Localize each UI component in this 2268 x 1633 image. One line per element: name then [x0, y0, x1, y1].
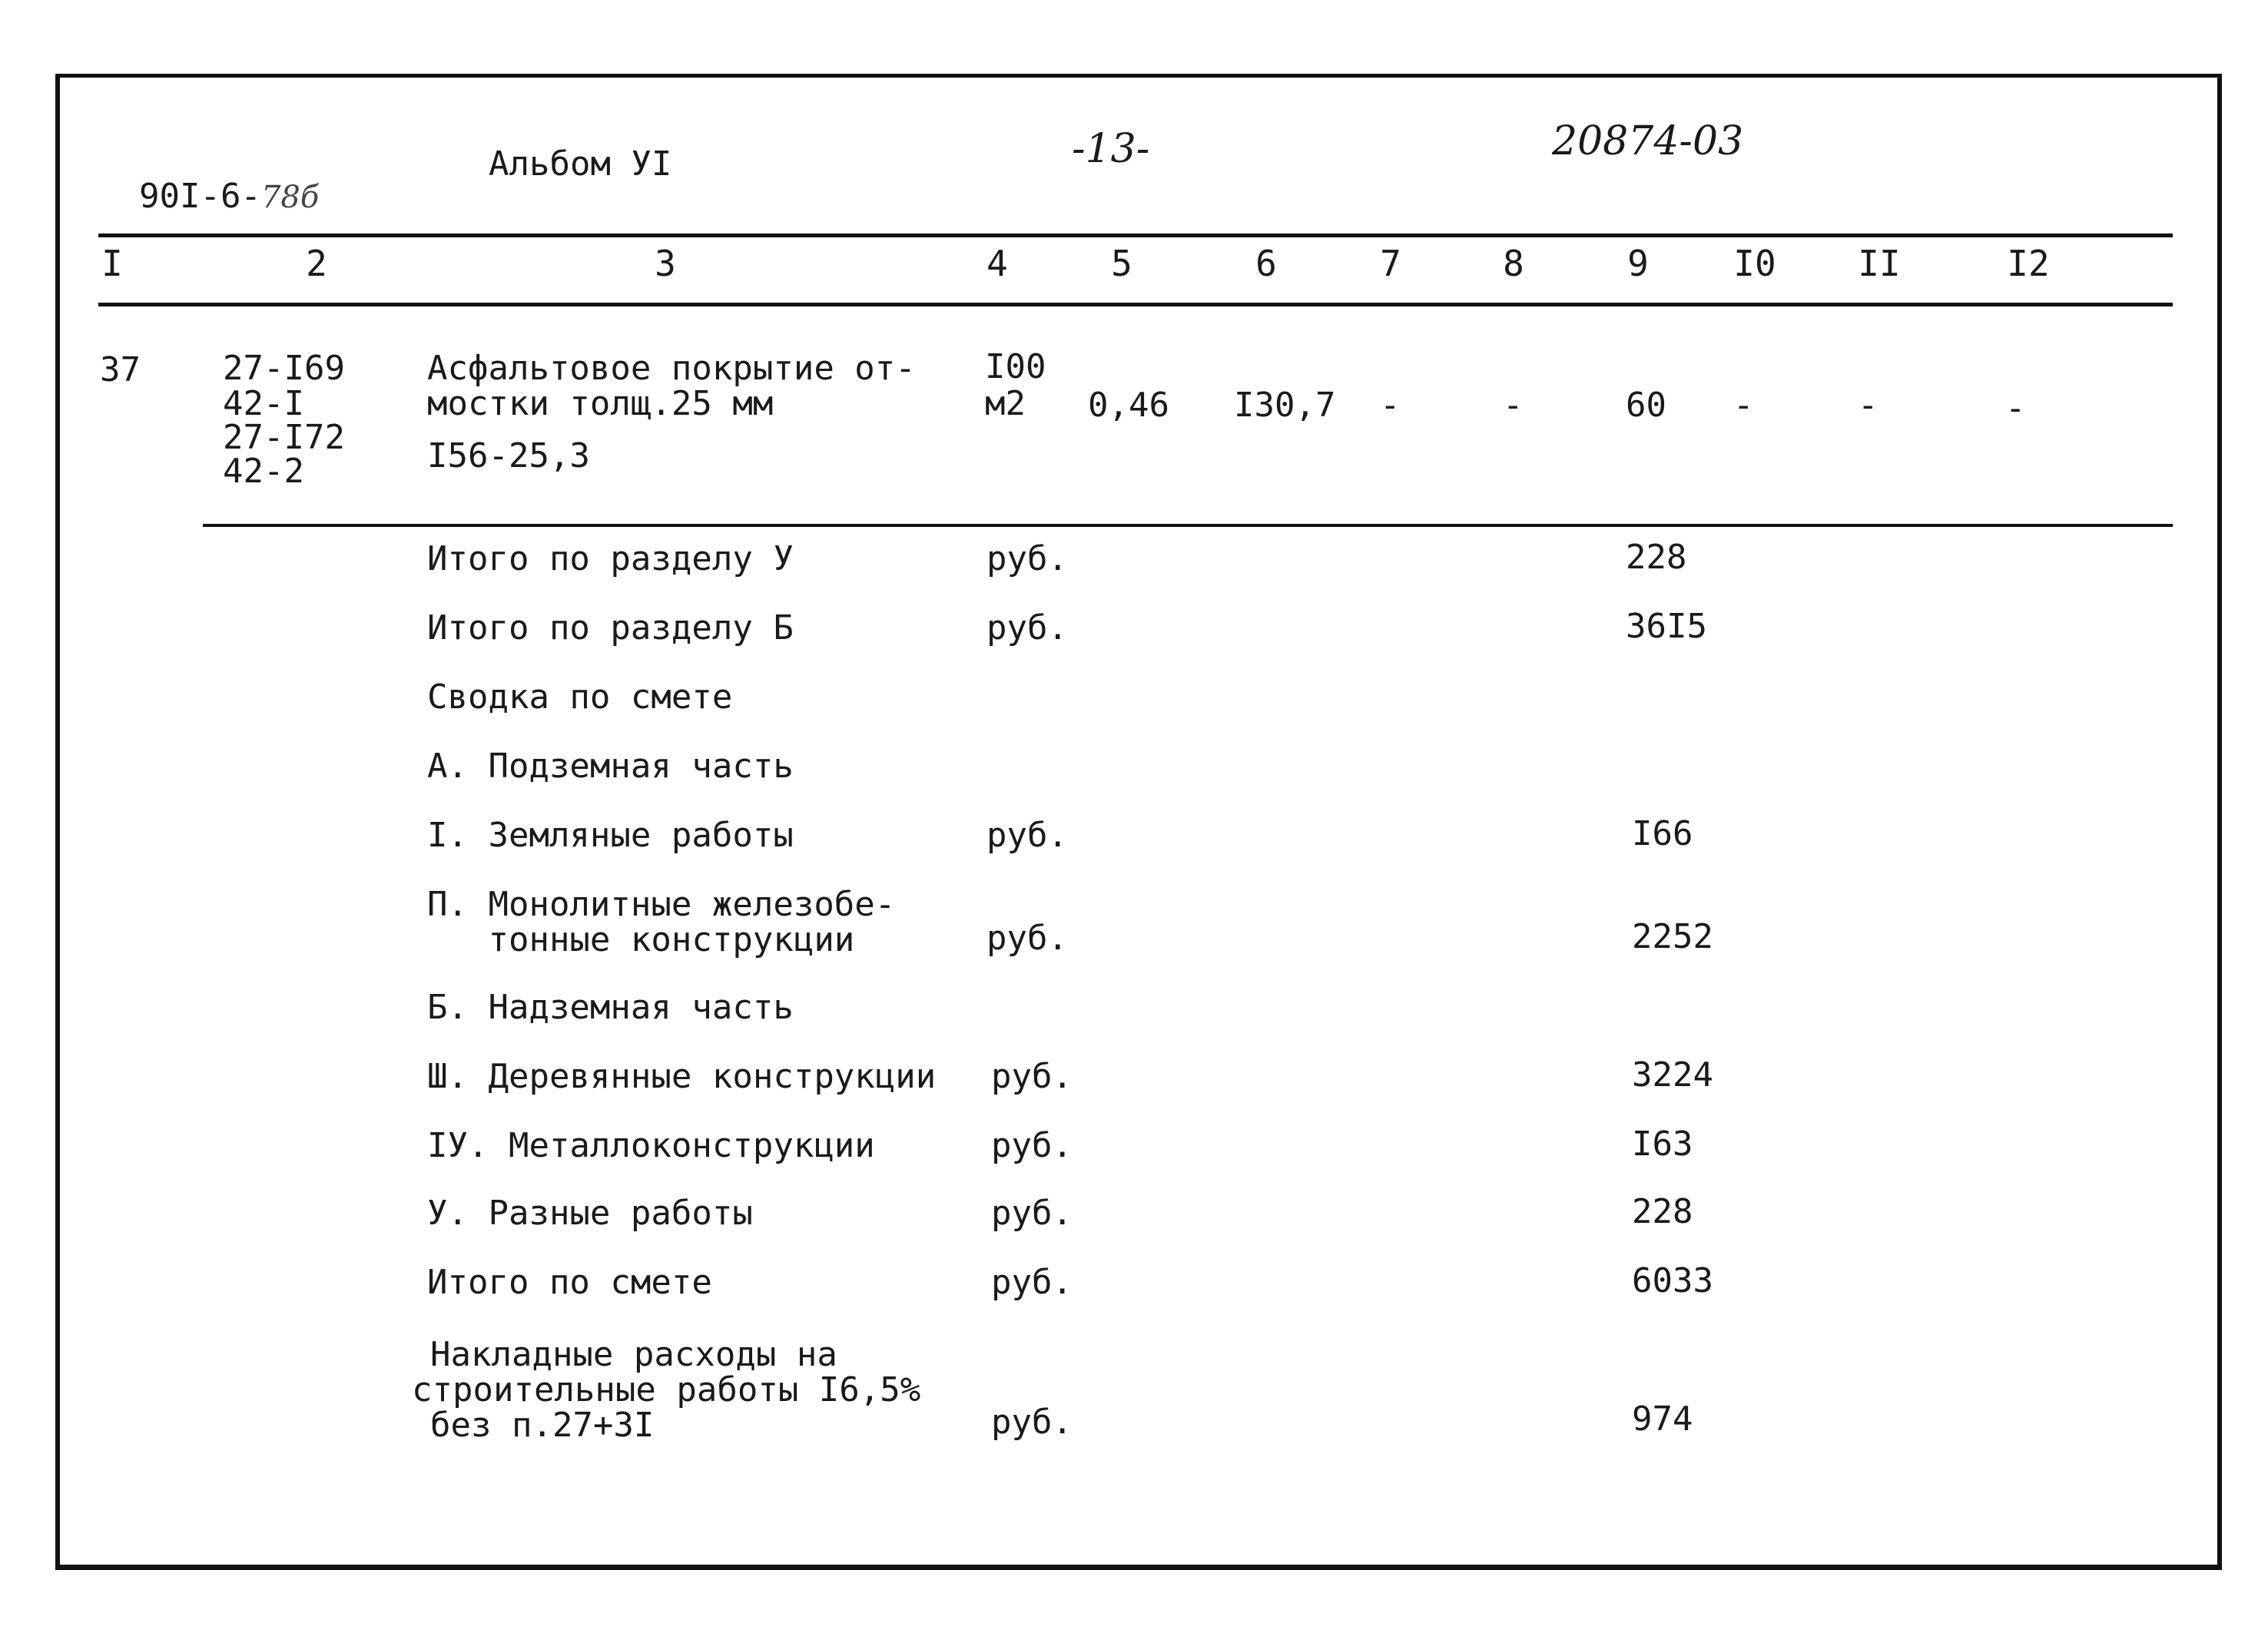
col-header-12: I2	[2007, 243, 2050, 284]
summary-unit: руб.	[986, 608, 1068, 648]
col-header-5: 5	[1111, 243, 1132, 284]
item-desc-line-1: Асфальтовое покрытие от-	[427, 349, 916, 388]
doc-code-handwritten: 78б	[260, 180, 320, 215]
summary-heading: Сводка по смете	[427, 677, 733, 717]
col-header-1: I	[101, 243, 123, 284]
summary-value: I66	[1632, 814, 1693, 853]
col-header-11: II	[1858, 243, 1901, 284]
summary-value: 3224	[1632, 1055, 1713, 1095]
overhead-line-1: Накладные расходы на	[430, 1335, 837, 1374]
overhead-line-2: строительные работы I6,5%	[412, 1370, 921, 1409]
col-header-6: 6	[1255, 243, 1277, 284]
col-header-9: 9	[1627, 243, 1649, 284]
summary-unit: руб.	[991, 1057, 1073, 1096]
summary-heading: Б. Надземная часть	[427, 988, 794, 1027]
summary-value: 228	[1626, 538, 1687, 577]
summary-heading: А. Подземная часть	[427, 747, 794, 786]
item-col6: I30,7	[1234, 386, 1336, 425]
overhead-value: 974	[1632, 1399, 1693, 1439]
item-desc-line-3: I56-25,3	[427, 436, 590, 475]
summary-value: I63	[1632, 1125, 1693, 1164]
item-unit-line-1: I00	[985, 347, 1046, 386]
item-unit-line-2: м2	[985, 384, 1026, 423]
col-header-8: 8	[1503, 243, 1524, 284]
item-col12: -	[2005, 389, 2026, 428]
item-bottom-rule	[203, 524, 2173, 527]
archive-number: 20874-03	[1552, 118, 1744, 164]
col-header-2: 2	[306, 243, 327, 284]
summary-value: 228	[1632, 1192, 1693, 1231]
summary-label: Ш. Деревянные конструкции	[427, 1057, 937, 1096]
item-col10: -	[1733, 386, 1754, 425]
summary-unit: руб.	[991, 1126, 1073, 1165]
item-col8: -	[1503, 386, 1524, 425]
doc-code-prefix: 90I-6-	[138, 177, 261, 216]
summary-unit: руб.	[991, 1194, 1073, 1233]
summary-value: 2252	[1632, 917, 1713, 956]
item-col7: -	[1380, 386, 1401, 425]
summary-unit: руб.	[986, 539, 1068, 578]
item-col11: -	[1858, 386, 1878, 425]
summary-value: 36I5	[1626, 607, 1707, 646]
page-number: -13-	[1072, 126, 1150, 172]
summary-unit: руб.	[986, 919, 1068, 958]
col-header-10: I0	[1733, 243, 1776, 284]
item-col9: 60	[1626, 386, 1666, 425]
item-col5: 0,46	[1088, 386, 1169, 425]
overhead-unit: руб.	[991, 1403, 1073, 1442]
col-header-3: 3	[655, 243, 676, 284]
item-code-2: 42-I	[223, 384, 304, 423]
item-code-1: 27-I69	[223, 349, 345, 388]
summary-value: 6033	[1632, 1261, 1713, 1300]
overhead-line-3: без п.27+3I	[430, 1406, 655, 1445]
item-code-4: 42-2	[223, 452, 304, 491]
item-number: 37	[100, 350, 141, 389]
summary-label: Итого по разделу Б	[427, 608, 794, 648]
summary-label: П. Монолитные железобе-	[427, 885, 896, 924]
summary-label: I. Земляные работы	[427, 816, 794, 855]
item-code-3: 27-I72	[223, 418, 345, 457]
header-bottom-rule	[98, 303, 2173, 306]
summary-label: Итого по разделу У	[427, 539, 794, 578]
doc-code	[98, 146, 319, 214]
summary-label: Итого по смете	[427, 1263, 712, 1302]
page-frame	[55, 74, 2222, 1570]
col-header-4: 4	[986, 243, 1008, 284]
summary-unit: руб.	[991, 1263, 1073, 1302]
summary-unit: руб.	[986, 816, 1068, 855]
album-label: Альбом УI	[489, 144, 672, 184]
summary-label-cont: тонные конструкции	[427, 920, 855, 959]
col-header-7: 7	[1380, 243, 1401, 284]
summary-label: У. Разные работы	[427, 1194, 753, 1233]
item-desc-line-2: мостки толщ.25 мм	[427, 384, 774, 423]
header-top-rule	[98, 234, 2173, 237]
summary-label: IУ. Металлоконструкции	[427, 1126, 875, 1165]
